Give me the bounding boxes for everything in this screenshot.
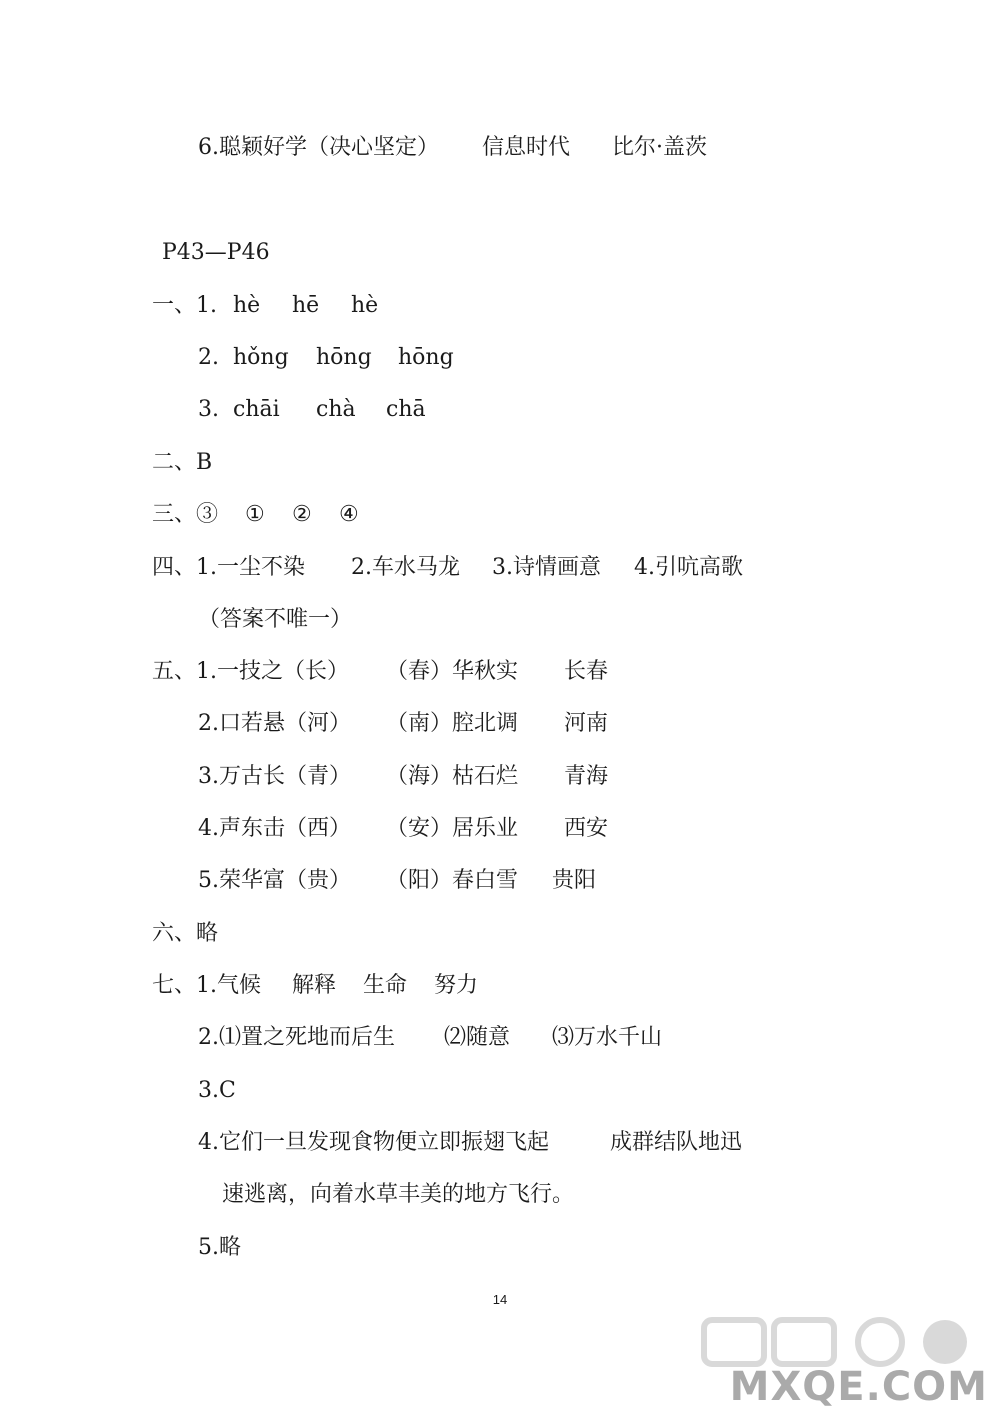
q1-2-label: 2. (198, 345, 219, 370)
q7-4-continued: 速逃离，向着水草丰美的地方飞行。 (222, 1182, 575, 1207)
q5-1-a: 五、1.一技之（长） (152, 659, 349, 684)
q4-2: 2.车水马龙 (351, 555, 460, 580)
watermark-text: MXQE.COM (729, 1364, 988, 1410)
q5-1-c: 长春 (564, 659, 609, 684)
section-page-range: P43—P46 (162, 240, 270, 265)
q1-3-c: chā (386, 397, 426, 422)
q3-b: ① (245, 502, 265, 527)
q7-5-answer: 5.略 (198, 1235, 241, 1260)
q5-3-b: （海）枯石烂 (386, 764, 519, 789)
q5-4-b: （安）居乐业 (386, 816, 519, 841)
q5-5-c: 贵阳 (552, 868, 597, 893)
q1-3-a: chāi (233, 397, 280, 422)
q7-1-b: 解释 (292, 973, 337, 998)
answer-6-part3: 比尔·盖茨 (612, 135, 707, 160)
q4-1: 四、1.一尘不染 (152, 555, 305, 580)
q1-1-label: 一、1. (152, 293, 217, 318)
q1-1-a: hè (233, 293, 261, 318)
q1-2-b: hōng (316, 345, 372, 370)
q7-4-b: 成群结队地迅 (610, 1130, 743, 1155)
q5-3-c: 青海 (564, 764, 609, 789)
q6-answer: 六、略 (152, 921, 219, 946)
q7-2-c: ⑶万水千山 (552, 1025, 663, 1050)
q1-1-c: hè (351, 293, 379, 318)
q5-4-a: 4.声东击（西） (198, 816, 351, 841)
q4-3: 3.诗情画意 (492, 555, 601, 580)
answer-6-part1: 6.聪颖好学（决心坚定） (198, 135, 439, 160)
q7-1-a: 七、1.气候 (152, 973, 261, 998)
q5-2-b: （南）腔北调 (386, 711, 519, 736)
page-number: 14 (492, 1292, 508, 1307)
q7-2-a: 2.⑴置之死地而后生 (198, 1025, 395, 1050)
q5-1-b: （春）华秋实 (386, 659, 519, 684)
q4-4: 4.引吭高歌 (634, 555, 743, 580)
q3-c: ② (292, 502, 312, 527)
q5-2-a: 2.口若悬（河） (198, 711, 351, 736)
q3-a: 三、③ (152, 502, 219, 527)
q5-2-c: 河南 (564, 711, 609, 736)
q1-2-c: hōng (398, 345, 454, 370)
q5-5-b: （阳）春白雪 (386, 868, 519, 893)
q7-4-a: 4.它们一旦发现食物便立即振翅飞起 (198, 1130, 549, 1155)
answer-6-part2: 信息时代 (482, 135, 571, 160)
q1-1-b: hē (292, 293, 320, 318)
q1-2-a: hǒng (233, 345, 289, 370)
q1-3-b: chà (316, 397, 356, 422)
q1-3-label: 3. (198, 397, 219, 422)
q7-1-c: 生命 (363, 973, 408, 998)
q2-answer: 二、B (152, 450, 213, 475)
q5-4-c: 西安 (564, 816, 609, 841)
q3-d: ④ (339, 502, 359, 527)
q5-3-a: 3.万古长（青） (198, 764, 351, 789)
q5-5-a: 5.荣华富（贵） (198, 868, 351, 893)
q7-2-b: ⑵随意 (444, 1025, 511, 1050)
q4-note: （答案不唯一） (198, 607, 353, 632)
q7-1-d: 努力 (434, 973, 479, 998)
q7-3-answer: 3.C (198, 1078, 236, 1103)
